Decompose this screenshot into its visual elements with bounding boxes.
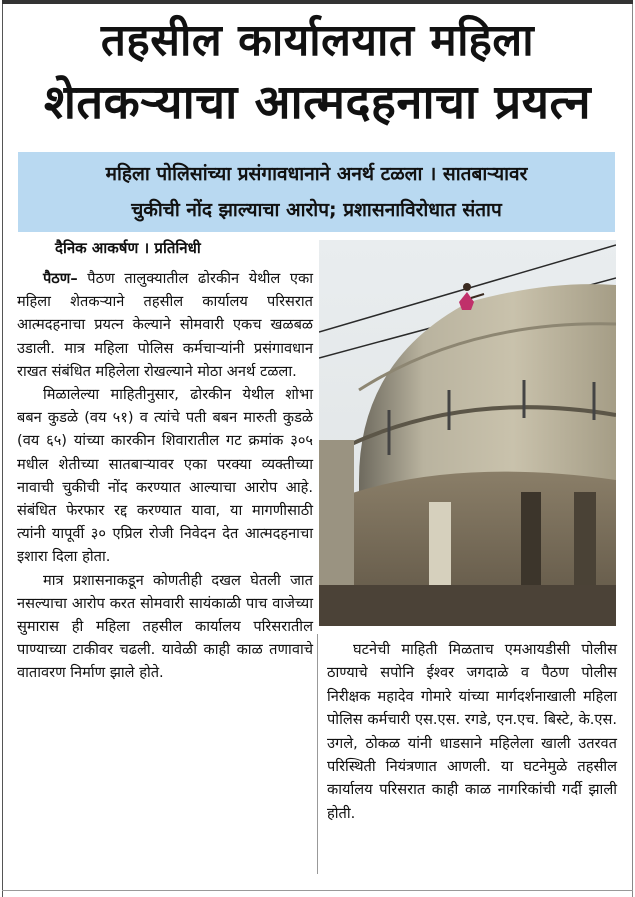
page-right-edge — [632, 0, 633, 897]
subheadline-box — [18, 152, 615, 232]
top-rule — [2, 0, 633, 4]
page-left-edge — [2, 0, 3, 897]
article-paragraph-3: मात्र प्रशासनाकडून कोणतीही दखल घेतली जात नसल्याचा आरोप करत सोमवारी सायंकाळी पाच वाजेच्या सुमारास ही महिला तहसील कार्यालय परिसरातील पाण्याच्या टाकीवर चढली. यावेळी काही काळ तणावाचे वातावरण निर्माण झाले होते. — [17, 571, 313, 682]
article-paragraph-1 — [17, 267, 313, 383]
bottom-rule — [2, 890, 633, 891]
headline-line-2: शेतकऱ्याचा आत्मदहनाचा प्रयत्न — [43, 75, 592, 130]
column-divider — [317, 634, 318, 874]
article-column-right — [327, 638, 617, 825]
paragraph-1-text: पैठण तालुक्यातील ढोरकीन येथील एका महिला शेतकऱ्याने तहसील कार्यालय परिसरात आत्मदहनाचा प्रयत्न केल्याने सोमवारी एकच खळबळ उडाली. मात्र महिला पोलिस कर्मचाऱ्यांनी प्रसंगावधान राखत संबंधित महिलेला रोखल्याने मोठा अनर्थ टळला. — [17, 270, 313, 380]
water-tank-photo-illustration — [319, 240, 616, 626]
byline: दैनिक आकर्षण । प्रतिनिधी — [55, 239, 201, 257]
article-paragraph-2: मिळालेल्या माहितीनुसार, ढोरकीन येथील शोभा बबन कुडळे (वय ५१) व त्यांचे पती बबन मारुती कुडळे (वय ६५) यांच्या कारकीन शिवारातील गट क्रमांक ३०५ मधील शेतीच्या सातबाऱ्यावर एका परक्या व्यक्तीच्या नावाची चुकीची नोंद करण्यात आल्याचा आरोप आहे. संबंधित फेरफार रद्द करण्यात यावा, या मागणीसाठी त्यांनी यापूर्वी ३० एप्रिल रोजी निवेदन देत आत्मदहनाचा इशारा दिला होता. — [17, 386, 313, 566]
news-photo-water-tank — [319, 240, 616, 626]
subheadline-line-1: महिला पोलिसांच्या प्रसंगावधानाने अनर्थ टळला । सातबाऱ्यावर — [105, 163, 528, 185]
article-paragraph-4: घटनेची माहिती मिळताच एमआयडीसी पोलीस ठाण्याचे सपोनि ईश्वर जगदाळे व पैठण पोलीस निरीक्षक महादेव गोमारे यांच्या मार्गदर्शनाखाली महिला पोलिस कर्मचारी एस.एस. रगडे, एन.एच. बिस्टे, के.एस. उगले, ठोकळ यांनी धाडसाने महिलेला खाली उतरवत परिस्थिती नियंत्रणात आणली. या घटनेमुळे तहसील कार्यालय परिसरात काही काळ नागरिकांची गर्दी झाली होती. — [327, 641, 617, 822]
subheadline-line-2: चुकीची नोंद झाल्याचा आरोप; प्रशासनाविरोधात संताप — [131, 199, 502, 221]
article-column-left — [17, 267, 313, 685]
headline-line-1: तहसील कार्यालयात महिला — [100, 15, 535, 66]
dateline: पैठण– — [43, 270, 78, 287]
headline — [10, 10, 625, 134]
